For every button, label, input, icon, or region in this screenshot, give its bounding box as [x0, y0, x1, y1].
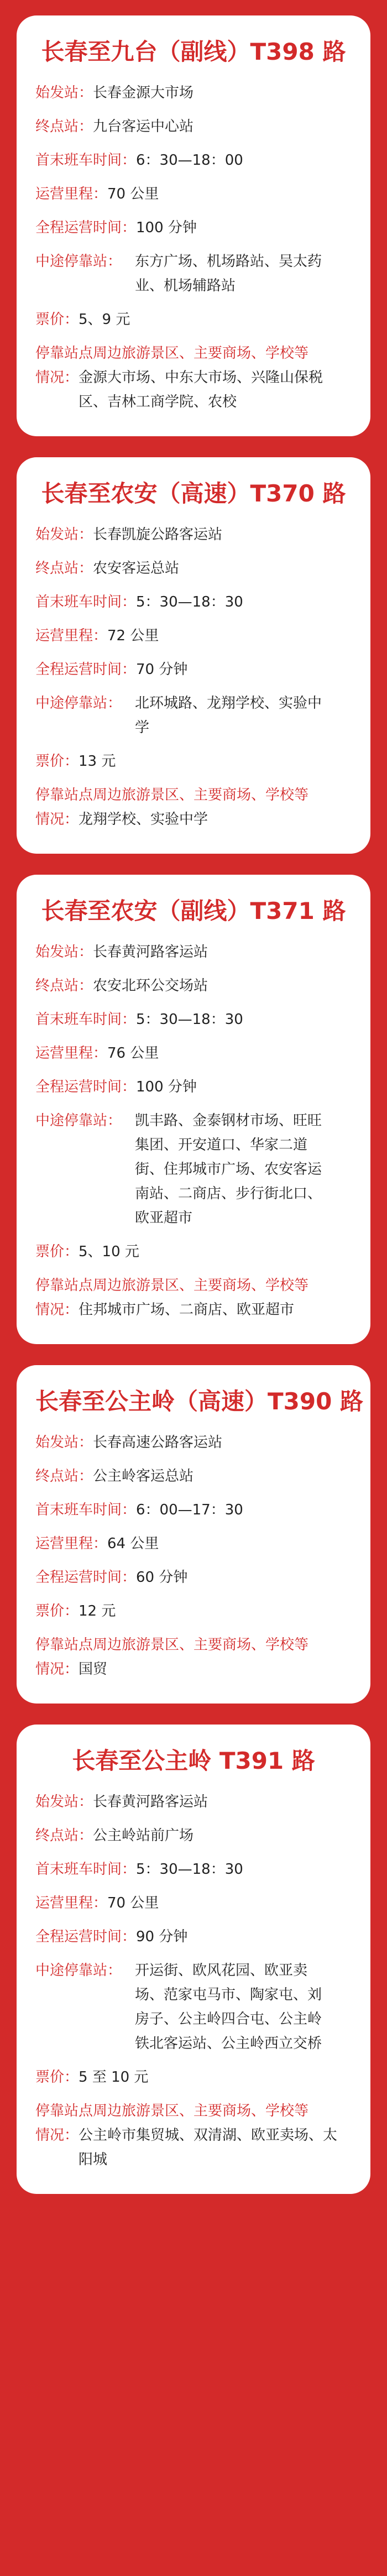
- distance-row: [35, 182, 352, 206]
- duration-value: 100 分钟: [136, 1079, 197, 1095]
- end-station-label: 终点站：: [35, 978, 93, 994]
- service-hours-row: [35, 1007, 352, 1032]
- nearby-attractions-value: 国贸: [79, 1661, 108, 1678]
- fare-value: 13 元: [79, 753, 116, 770]
- end-station-row: [35, 1823, 352, 1848]
- start-station-label: 始发站：: [35, 526, 93, 543]
- duration-label: 全程运营时间：: [35, 1929, 137, 1945]
- end-station-row: [35, 974, 352, 998]
- distance-value: 70 公里: [107, 1895, 159, 1911]
- intermediate-stops-row: [35, 1109, 352, 1230]
- duration-value: 70 分钟: [136, 661, 188, 678]
- fare-row: [35, 749, 352, 774]
- start-station-value: 长春黄河路客运站: [93, 944, 208, 960]
- route-title: 长春至九台（副线）T398 路: [41, 38, 346, 65]
- nearby-attractions-label: 停靠站点周边旅游景区、主要商场、学校等: [35, 345, 309, 362]
- end-station-value: 公主岭站前广场: [93, 1827, 194, 1844]
- distance-row: [35, 624, 352, 648]
- service-hours-label: 首末班车时间：: [35, 1011, 137, 1028]
- start-station-row: [35, 1430, 352, 1455]
- start-station-label: 始发站：: [35, 1794, 93, 1810]
- fare-row: [35, 2065, 352, 2089]
- nearby-attractions-label-suffix: 情况：: [35, 369, 79, 386]
- duration-label: 全程运营时间：: [35, 220, 137, 236]
- nearby-attractions-block: [35, 783, 352, 832]
- nearby-attractions-label: 停靠站点周边旅游景区、主要商场、学校等: [35, 1637, 309, 1653]
- nearby-attractions-label: 停靠站点周边旅游景区、主要商场、学校等: [35, 1277, 309, 1294]
- intermediate-stops-row: [35, 1958, 352, 2056]
- service-hours-value: 6：00—17：30: [136, 1502, 243, 1518]
- end-station-label: 终点站：: [35, 1468, 93, 1485]
- duration-row: [35, 1565, 352, 1590]
- duration-label: 全程运营时间：: [35, 1079, 137, 1095]
- service-hours-label: 首末班车时间：: [35, 152, 137, 169]
- service-hours-value: 5：30—18：30: [136, 594, 243, 610]
- start-station-label: 始发站：: [35, 85, 93, 101]
- intermediate-stops-value: 开运街、欧风花园、欧亚卖场、范家屯马市、陶家屯、刘房子、公主岭四合屯、公主岭铁北客运站、公主岭西立交桥: [135, 1962, 322, 2052]
- distance-label: 运营里程：: [35, 1895, 108, 1911]
- end-station-value: 农安北环公交场站: [93, 978, 208, 994]
- service-hours-label: 首末班车时间：: [35, 1861, 137, 1878]
- route-title: 长春至农安（副线）T371 路: [41, 897, 346, 924]
- duration-value: 100 分钟: [136, 220, 197, 236]
- distance-value: 76 公里: [107, 1045, 159, 1062]
- fare-row: [35, 1599, 352, 1623]
- nearby-attractions-block: [35, 1633, 352, 1681]
- nearby-attractions-label-suffix: 情况：: [35, 811, 79, 828]
- intermediate-stops-value: 凯丰路、金泰钢材市场、旺旺集团、开安道口、华家二道街、住邦城市广场、农安客运南站、二商店、步行街北口、欧亚超市: [135, 1112, 322, 1226]
- fare-label: 票价：: [35, 2069, 79, 2086]
- fare-value: 5、9 元: [79, 311, 130, 328]
- start-station-value: 长春高速公路客运站: [93, 1434, 223, 1451]
- distance-value: 70 公里: [107, 186, 159, 202]
- duration-value: 60 分钟: [136, 1569, 188, 1586]
- nearby-attractions-label: 停靠站点周边旅游景区、主要商场、学校等: [35, 2103, 309, 2119]
- service-hours-row: [35, 590, 352, 614]
- start-station-row: [35, 522, 352, 547]
- start-station-row: [35, 940, 352, 964]
- route-card: [17, 875, 370, 1344]
- service-hours-value: 5：30—18：30: [136, 1861, 243, 1878]
- service-hours-row: [35, 148, 352, 173]
- end-station-value: 农安客运总站: [93, 560, 180, 577]
- distance-row: [35, 1532, 352, 1556]
- start-station-value: 长春金源大市场: [93, 85, 194, 101]
- fare-row: [35, 1240, 352, 1264]
- duration-value: 90 分钟: [136, 1929, 188, 1945]
- start-station-label: 始发站：: [35, 1434, 93, 1451]
- distance-label: 运营里程：: [35, 186, 108, 202]
- route-card: [17, 457, 370, 854]
- end-station-label: 终点站：: [35, 560, 93, 577]
- route-title: 长春至公主岭 T391 路: [72, 1747, 315, 1774]
- fare-label: 票价：: [35, 311, 79, 328]
- start-station-row: [35, 1790, 352, 1814]
- nearby-attractions-label: 停靠站点周边旅游景区、主要商场、学校等: [35, 787, 309, 803]
- intermediate-stops-label: 中途停靠站：: [35, 1962, 122, 1979]
- start-station-value: 长春黄河路客运站: [93, 1794, 208, 1810]
- distance-row: [35, 1041, 352, 1065]
- duration-row: [35, 216, 352, 240]
- start-station-label: 始发站：: [35, 944, 93, 960]
- distance-value: 64 公里: [107, 1535, 159, 1552]
- intermediate-stops-value: 北环城路、龙翔学校、实验中学: [135, 695, 322, 736]
- service-hours-row: [35, 1498, 352, 1522]
- service-hours-value: 5：30—18：30: [136, 1011, 243, 1028]
- nearby-attractions-label-suffix: 情况：: [35, 1661, 79, 1678]
- start-station-value: 长春凯旋公路客运站: [93, 526, 223, 543]
- route-title: 长春至公主岭（高速）T390 路: [35, 1388, 363, 1415]
- distance-label: 运营里程：: [35, 1045, 108, 1062]
- service-hours-value: 6：30—18：00: [136, 152, 243, 169]
- nearby-attractions-block: [35, 1273, 352, 1322]
- nearby-attractions-value: 住邦城市广场、二商店、欧亚超市: [79, 1302, 295, 1318]
- intermediate-stops-value: 东方广场、机场路站、吴太药业、机场辅路站: [135, 253, 322, 294]
- nearby-attractions-value: 金源大市场、中东大市场、兴隆山保税区、吉林工商学院、农校: [79, 369, 323, 410]
- nearby-attractions-block: [35, 341, 352, 414]
- duration-label: 全程运营时间：: [35, 1569, 137, 1586]
- duration-row: [35, 1925, 352, 1949]
- service-hours-row: [35, 1857, 352, 1882]
- fare-label: 票价：: [35, 1243, 79, 1260]
- intermediate-stops-label: 中途停靠站：: [35, 695, 122, 712]
- duration-row: [35, 657, 352, 682]
- route-card: [17, 15, 370, 436]
- route-card: [17, 1725, 370, 2194]
- intermediate-stops-row: [35, 691, 352, 740]
- fare-label: 票价：: [35, 1603, 79, 1619]
- nearby-attractions-label-suffix: 情况：: [35, 2127, 79, 2144]
- fare-row: [35, 307, 352, 332]
- nearby-attractions-block: [35, 2099, 352, 2172]
- nearby-attractions-value: 公主岭市集贸城、双清湖、欧亚卖场、太阳城: [79, 2127, 338, 2168]
- end-station-value: 公主岭客运总站: [93, 1468, 194, 1485]
- distance-label: 运营里程：: [35, 628, 108, 644]
- end-station-row: [35, 556, 352, 581]
- fare-value: 5、10 元: [79, 1243, 139, 1260]
- service-hours-label: 首末班车时间：: [35, 1502, 137, 1518]
- fare-value: 5 至 10 元: [79, 2069, 149, 2086]
- end-station-label: 终点站：: [35, 1827, 93, 1844]
- start-station-row: [35, 81, 352, 105]
- end-station-row: [35, 1464, 352, 1488]
- fare-value: 12 元: [79, 1603, 116, 1619]
- intermediate-stops-label: 中途停靠站：: [35, 1112, 122, 1129]
- route-title: 长春至农安（高速）T370 路: [41, 480, 346, 507]
- service-hours-label: 首末班车时间：: [35, 594, 137, 610]
- intermediate-stops-row: [35, 249, 352, 298]
- fare-label: 票价：: [35, 753, 79, 770]
- distance-row: [35, 1891, 352, 1915]
- duration-label: 全程运营时间：: [35, 661, 137, 678]
- intermediate-stops-label: 中途停靠站：: [35, 253, 122, 270]
- route-card: [17, 1365, 370, 1704]
- end-station-label: 终点站：: [35, 118, 93, 135]
- end-station-row: [35, 114, 352, 139]
- distance-label: 运营里程：: [35, 1535, 108, 1552]
- distance-value: 72 公里: [107, 628, 159, 644]
- end-station-value: 九台客运中心站: [93, 118, 194, 135]
- nearby-attractions-value: 龙翔学校、实验中学: [79, 811, 208, 828]
- duration-row: [35, 1075, 352, 1099]
- nearby-attractions-label-suffix: 情况：: [35, 1302, 79, 1318]
